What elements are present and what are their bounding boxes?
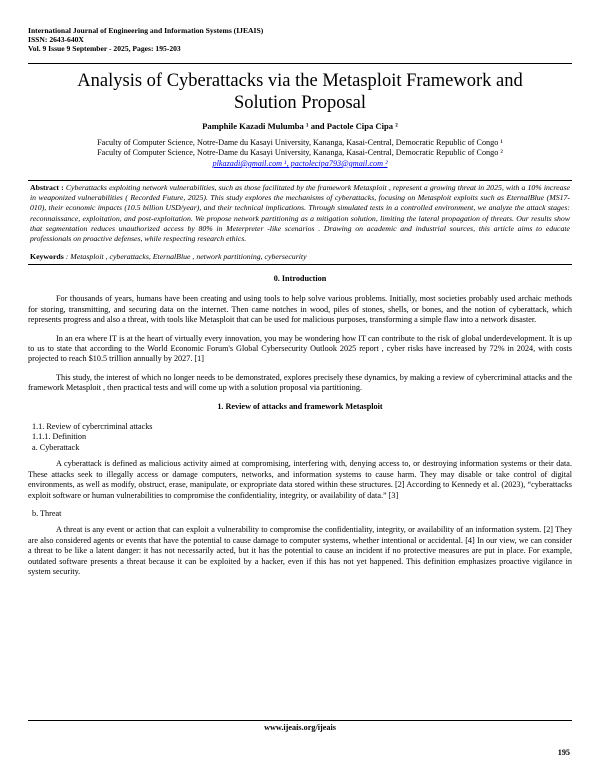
subsection-heading: 1.1. Review of cybercriminal attacks <box>32 422 153 432</box>
paragraph: A cyberattack is defined as malicious activity aimed at compromising, interfering with, denying access to, or destroying information systems or their data. These attacks seek to illegally access or damage computers, networks, and information systems to cause harm. They may disable or take control of digital environments, as well as modify, obstruct, erase, manipulate, or expropriate data stored within these structures. [2] According to Kennedy et al. (2023), “cyberattacks exploit software or human vulnerabilities to compromise the confidentiality, integrity, or availability of data.” [3] <box>28 459 572 500</box>
paragraph: For thousands of years, humans have been creating and using tools to help solve various problems. Initially, most societies probably used archaic methods for storing, transmitting, and securing data on the internet. Then came notches in wood, piles of stones, shells, or bones, and the notion of cyberattack, which represents progress and also a threat, with tools like Metasploit that can be used for malicious purposes, transforming a simple flaw into a network disaster. <box>28 294 572 325</box>
abstract-top-rule <box>28 180 572 181</box>
abstract <box>30 183 570 244</box>
title-line-2: Solution Proposal <box>233 93 367 113</box>
section-heading-introduction: 0. Introduction <box>273 274 327 283</box>
subsubsection-heading: 1.1.1. Definition <box>32 432 87 442</box>
journal-header <box>28 26 263 54</box>
paper-body <box>28 268 572 585</box>
keywords-label: Keywords <box>30 252 64 261</box>
author-emails[interactable]: plkazadi@gmail.com ¹, pactolecipa793@gmail.com ² <box>212 158 388 168</box>
keywords-text: : Metasploit , cyberattacks, EternalBlue , network partitioning, cybersecurity <box>65 252 307 261</box>
journal-volume: Vol. 9 Issue 9 September - 2025, Pages: 195-203 <box>28 44 181 54</box>
footer-url[interactable]: www.ijeais.org/ijeais <box>264 723 336 732</box>
paragraph: In an era where IT is at the heart of virtually every innovation, you may be wondering how IT can contribute to the risk of global underdevelopment. It is up to us to state that according to the World Economic Forum's Global Cybersecurity Outlook 2025 report , cyber risks have increased by 72% in 2024, with costs projected to reach $10.5 trillion annually by 2027. [1] <box>28 333 572 364</box>
abstract-bottom-rule <box>28 264 572 265</box>
item-heading-threat: b. Threat <box>32 508 62 518</box>
header-rule <box>28 63 572 64</box>
item-heading-cyberattack: a. Cyberattack <box>32 442 80 452</box>
affiliation-2: Faculty of Computer Science, Notre-Dame du Kasayi University, Kananga, Kasai-Central, Democratic Republic of Congo ² <box>97 148 503 158</box>
journal-name: International Journal of Engineering and Information Systems (IJEAIS) <box>28 26 264 35</box>
page-number: 195 <box>557 748 570 757</box>
authors: Pamphile Kazadi Mulumba ¹ and Pactole Cipa Cipa ² <box>202 121 398 131</box>
paragraph: This study, the interest of which no longer needs to be demonstrated, explores precisely these dynamics, by making a review of cybercriminal attacks and the framework Metasploit , then practical tests and will come up with a solution proposal via partitioning. <box>28 372 572 393</box>
keywords <box>30 252 570 261</box>
affiliation-1: Faculty of Computer Science, Notre-Dame du Kasayi University, Kananga, Kasai-Central, Democratic Republic of Congo ¹ <box>97 138 503 147</box>
abstract-label: Abstract : <box>30 183 64 192</box>
journal-issn: ISSN: 2643-640X <box>28 35 84 45</box>
abstract-text: Cyberattacks exploiting network vulnerabilities, such as those facilitated by the framework Metasploit , represent a growing threat in 2025, with a 10% increase in weaponized vulnerabilities ( Recorded Future, 2025). This study explores the mechanisms of cyberattacks, focusing on Metasploit exploits such as EternalBlue (MS17-010), their economic impacts (10.5 billion USD/year), and their technical implications. Through simulated tests in a controlled environment, we analyze the attack stages: reconnaissance, exploitation, and post-exploitation. We propose network partitioning as a mitigation solution, limiting the lateral propagation of threats. Our results show that segmentation reduces unauthorized access by 80% in Meterpreter -like scenarios . Drawing on academic and industrial sources, this article aims to educate professionals on proactive defenses, while respecting research ethics. <box>30 183 570 244</box>
affiliations <box>28 138 572 169</box>
footer-rule <box>28 720 572 721</box>
paragraph: A threat is any event or action that can exploit a vulnerability to compromise the confidentiality, integrity, or availability of an information system. [2] They are also considered agents or events that have the potential to cause damage to computer systems, whether intentional or accidental. [4] In our view, we can consider a threat to be like a latent danger: it has not necessarily acted, but it has the potential to cause an incident if no protective measures are put in place. For example, outdated software presents a threat because it can be exploited by a hacker, even if this has not yet happened. This definition emphasizes proactive vigilance in system security. <box>28 525 572 576</box>
title-line-1: Analysis of Cyberattacks via the Metasploit Framework and <box>77 71 523 91</box>
section-heading-review: 1. Review of attacks and framework Metasploit <box>217 401 383 411</box>
paper-title <box>28 70 572 114</box>
